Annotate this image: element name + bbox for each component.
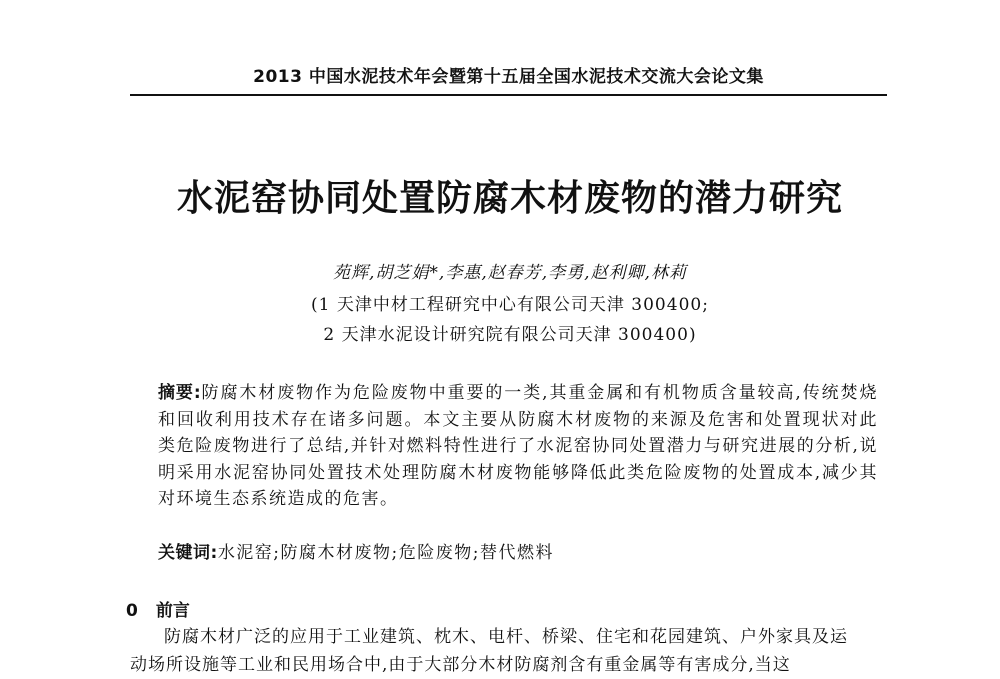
affiliation-1: (1 天津中材工程研究中心有限公司天津 300400; bbox=[311, 295, 709, 315]
body-line-2: 动场所设施等工业和民用场合中,由于大部分木材防腐剂含有重金属等有害成分,当这 bbox=[130, 655, 791, 675]
abstract-text: 防腐木材废物作为危险废物中重要的一类,其重金属和有机物质含量较高,传统焚烧和回收利用技术存在诸多问题。本文主要从防腐木材废物的来源及危害和处置现状对此类危险废物进行了总结,并针对燃料特性进行了水泥窑协同处置潜力与研究进展的分析,说明采用水泥窑协同处置技术处理防腐木材废物能够降低此类危险废物的处置成本,减少其对环境生态系统造成的危害。 bbox=[158, 383, 878, 509]
running-header: 2013 中国水泥技术年会暨第十五届全国水泥技术交流大会论文集 bbox=[253, 67, 764, 87]
author-list: 苑辉,胡芝娟*,李惠,赵春芳,李勇,赵利卿,林莉 bbox=[333, 263, 687, 283]
paper-title: 水泥窑协同处置防腐木材废物的潜力研究 bbox=[176, 178, 843, 219]
body-paragraph bbox=[130, 623, 890, 679]
keywords-text: 水泥窑;防腐木材废物;危险废物;替代燃料 bbox=[217, 543, 554, 563]
section-number: 0 bbox=[126, 601, 138, 621]
header-rule bbox=[130, 94, 887, 96]
abstract bbox=[158, 380, 878, 513]
section-heading bbox=[126, 596, 190, 621]
abstract-label: 摘要: bbox=[158, 383, 202, 403]
section-title: 前言 bbox=[155, 601, 190, 621]
body-line-1: 防腐木材广泛的应用于工业建筑、枕木、电杆、桥梁、住宅和花园建筑、户外家具及运 bbox=[164, 627, 848, 647]
keywords-label: 关键词: bbox=[158, 543, 218, 563]
affiliation-2: 2 天津水泥设计研究院有限公司天津 300400) bbox=[323, 325, 697, 345]
keywords bbox=[158, 538, 878, 563]
